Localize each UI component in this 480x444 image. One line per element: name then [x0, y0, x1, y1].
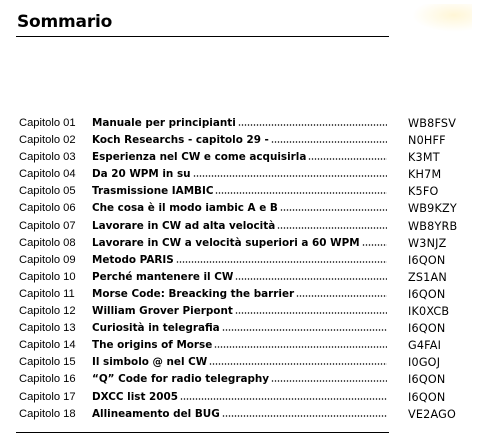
dot-leader — [215, 192, 387, 194]
toc-author-callsign: N0HFF — [408, 134, 446, 148]
title-underline — [16, 36, 389, 37]
toc-author-callsign: I0GOJ — [408, 356, 441, 370]
toc-row — [0, 151, 480, 168]
toc-row — [0, 117, 480, 134]
toc-chapter-title: Koch Researchs - capitolo 29 - — [92, 134, 269, 147]
dot-leader — [180, 398, 387, 400]
toc-chapter-title: Da 20 WPM in su — [92, 168, 191, 181]
toc-row — [0, 271, 480, 288]
toc-chapter-number: Capitolo 14 — [19, 339, 76, 352]
dot-leader — [235, 278, 387, 280]
toc-author-callsign: VE2AGO — [408, 407, 456, 421]
toc-author-callsign: IK0XCB — [408, 305, 450, 319]
toc-chapter-number: Capitolo 17 — [19, 390, 76, 403]
dot-leader — [238, 124, 387, 126]
toc-chapter-number: Capitolo 15 — [19, 356, 76, 369]
toc-row — [0, 373, 480, 390]
toc-chapter-number: Capitolo 10 — [19, 270, 76, 283]
toc-chapter-number: Capitolo 12 — [19, 305, 76, 318]
toc-entry — [92, 271, 387, 286]
toc-entry — [92, 134, 387, 149]
dot-leader — [235, 312, 387, 314]
toc-row — [0, 408, 480, 425]
toc-row — [0, 237, 480, 254]
toc-row — [0, 185, 480, 202]
toc-row — [0, 202, 480, 219]
toc-row — [0, 288, 480, 305]
toc-row — [0, 305, 480, 322]
toc-chapter-number: Capitolo 07 — [19, 219, 76, 232]
toc-chapter-number: Capitolo 02 — [19, 134, 76, 147]
toc-chapter-number: Capitolo 13 — [19, 322, 76, 335]
toc-chapter-title: Trasmissione IAMBIC — [92, 185, 214, 198]
toc-entry — [92, 202, 387, 217]
toc-entry — [92, 117, 387, 132]
dot-leader — [308, 158, 387, 160]
toc-chapter-title: Morse Code: Breacking the barrier — [92, 287, 295, 300]
toc-chapter-title: Il simbolo @ nel CW — [92, 356, 208, 369]
toc-chapter-title: Che cosa è il modo iambic A e B — [92, 202, 278, 215]
dot-leader — [222, 415, 387, 417]
toc-chapter-number: Capitolo 09 — [19, 253, 76, 266]
toc-chapter-number: Capitolo 08 — [19, 236, 76, 249]
page-title: Sommario — [17, 12, 113, 32]
toc-entry — [92, 185, 387, 200]
dot-leader — [277, 227, 387, 229]
toc-row — [0, 168, 480, 185]
toc-author-callsign: WB9KZY — [408, 202, 457, 216]
corner-decoration — [412, 4, 472, 32]
toc-author-callsign: I6QON — [408, 373, 446, 387]
toc-row — [0, 339, 480, 356]
toc-author-callsign: I6QON — [408, 253, 446, 267]
table-of-contents — [0, 117, 480, 425]
toc-entry — [92, 408, 387, 423]
toc-author-callsign: KH7M — [408, 168, 442, 182]
toc-chapter-title: Lavorare in CW a velocità superiori a 60 WPM — [92, 236, 360, 249]
toc-entry — [92, 391, 387, 406]
toc-entry — [92, 356, 387, 371]
dot-leader — [271, 380, 387, 382]
toc-row — [0, 356, 480, 373]
bottom-rule — [16, 432, 389, 433]
toc-entry — [92, 288, 387, 303]
toc-chapter-number: Capitolo 05 — [19, 185, 76, 198]
dot-leader — [214, 346, 387, 348]
dot-leader — [271, 141, 387, 143]
toc-author-callsign: I6QON — [408, 322, 446, 336]
toc-entry — [92, 237, 387, 252]
toc-row — [0, 391, 480, 408]
toc-entry — [92, 305, 387, 320]
toc-chapter-title: Manuale per principianti — [92, 117, 236, 129]
toc-author-callsign: WB8FSV — [408, 117, 457, 130]
toc-author-callsign: G4FAI — [408, 339, 442, 353]
toc-author-callsign: WB8YRB — [408, 219, 458, 233]
dot-leader — [176, 261, 387, 263]
toc-author-callsign: I6QON — [408, 287, 446, 301]
toc-entry — [92, 151, 387, 166]
toc-chapter-title: Perché mantenere il CW — [92, 270, 234, 283]
dot-leader — [193, 175, 387, 177]
dot-leader — [296, 295, 387, 297]
toc-chapter-number: Capitolo 16 — [19, 373, 76, 386]
toc-chapter-title: William Grover Pierpont — [92, 305, 233, 318]
toc-entry — [92, 322, 387, 337]
toc-chapter-title: Esperienza nel CW e come acquisirla — [92, 151, 307, 164]
dot-leader — [280, 209, 387, 211]
toc-chapter-title: DXCC list 2005 — [92, 390, 178, 403]
dot-leader — [222, 329, 387, 331]
toc-author-callsign: I6QON — [408, 390, 446, 404]
dot-leader — [209, 363, 387, 365]
toc-entry — [92, 339, 387, 354]
toc-row — [0, 254, 480, 271]
toc-author-callsign: K3MT — [408, 151, 440, 165]
toc-chapter-number: Capitolo 06 — [19, 202, 76, 215]
toc-row — [0, 134, 480, 151]
toc-chapter-title: Lavorare in CW ad alta velocità — [92, 219, 276, 232]
toc-chapter-title: Metodo PARIS — [92, 253, 174, 266]
dot-leader — [362, 244, 387, 246]
toc-chapter-number: Capitolo 18 — [19, 407, 76, 420]
toc-chapter-title: The origins of Morse — [92, 339, 213, 352]
toc-row — [0, 322, 480, 339]
toc-chapter-number: Capitolo 04 — [19, 168, 76, 181]
toc-chapter-title: “Q” Code for radio telegraphy — [92, 373, 270, 386]
toc-entry — [92, 373, 387, 388]
toc-chapter-number: Capitolo 01 — [19, 117, 76, 129]
toc-author-callsign: W3NJZ — [408, 236, 447, 250]
toc-chapter-title: Allineamento del BUG — [92, 407, 220, 420]
toc-chapter-number: Capitolo 11 — [19, 287, 75, 300]
toc-entry — [92, 220, 387, 235]
toc-chapter-title: Curiosità in telegrafia — [92, 322, 220, 335]
toc-entry — [92, 168, 387, 183]
toc-author-callsign: ZS1AN — [408, 270, 447, 284]
toc-entry — [92, 254, 387, 269]
toc-author-callsign: K5FO — [408, 185, 439, 199]
toc-row — [0, 220, 480, 237]
toc-chapter-number: Capitolo 03 — [19, 151, 76, 164]
